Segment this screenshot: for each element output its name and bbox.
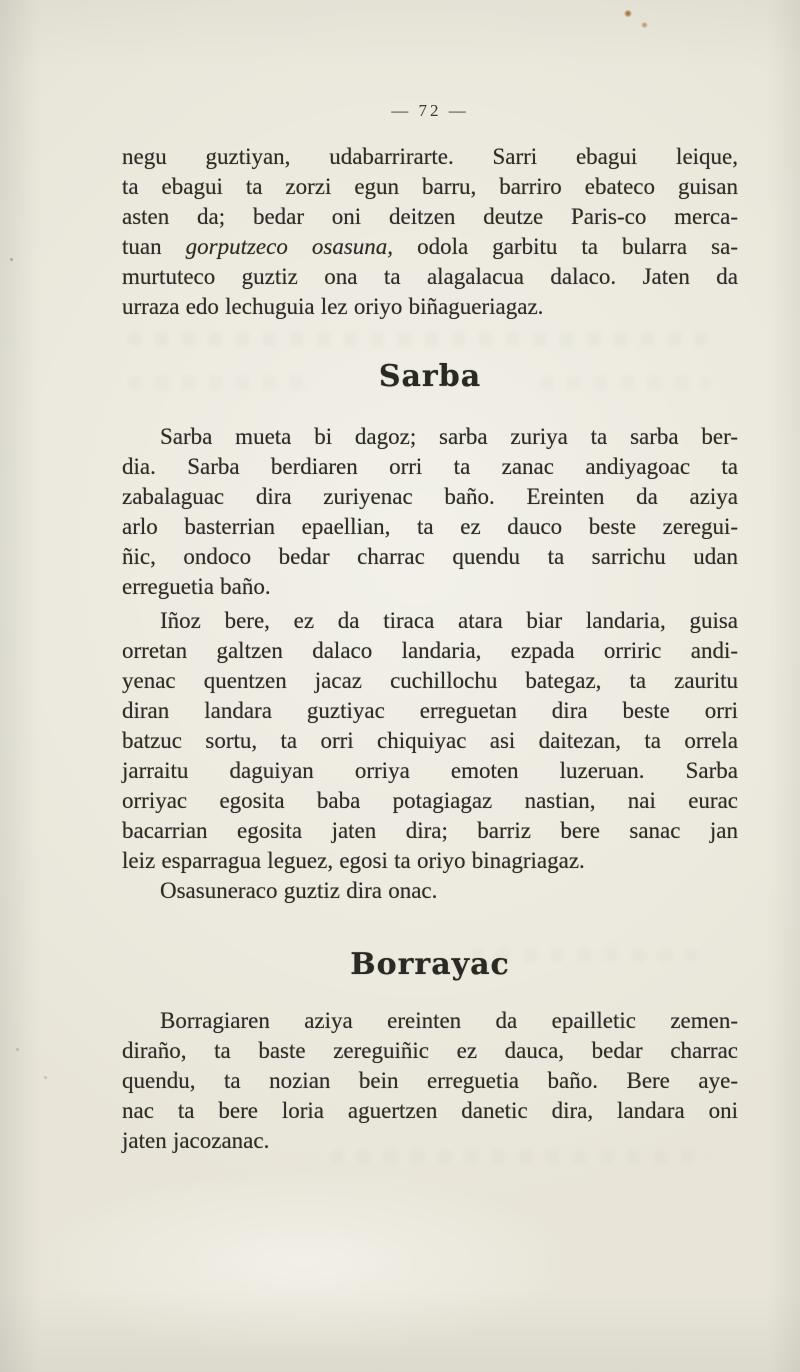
text-line: batzuc sortu, ta orri chiquiyac asi daitezan, ta orrela <box>122 728 738 753</box>
text-line: nac ta bere loria aguertzen danetic dira, landara oni <box>122 1098 738 1123</box>
section-heading-sarba: Sarba <box>378 359 482 394</box>
text-line: dia. Sarba berdiaren orri ta zanac andiyagoac ta <box>122 454 738 479</box>
text-line: diraño, ta baste zereguiñic ez dauca, bedar charrac <box>122 1038 738 1063</box>
text-line: quendu, ta nozian bein erreguetia baño. Bere aye- <box>122 1068 738 1093</box>
text-line: Borragiaren aziya ereinten da epailletic zemen- <box>160 1008 738 1033</box>
text-line: Iñoz bere, ez da tiraca atara biar landaria, guisa <box>160 608 738 633</box>
text-line-with-italic <box>122 232 738 262</box>
borrayac-paragraph-1 <box>122 1006 738 1156</box>
page-number: — 72 — <box>391 101 469 120</box>
text-line: orretan galtzen dalaco landaria, ezpada orriric andi- <box>122 638 738 663</box>
text-line: Osasuneraco guztiz dira onac. <box>160 878 438 903</box>
text-line: jarraitu daguiyan orriya emoten luzeruan. Sarba <box>122 758 738 783</box>
text-line: diran landara guztiyac erreguetan dira beste orri <box>122 698 738 723</box>
text-line: murtuteco guztiz ona ta alagalacua dalaco. Jaten da <box>122 264 738 289</box>
text-line: arlo basterrian epaellian, ta ez dauco beste zeregui- <box>122 514 738 539</box>
italic-phrase: gorputzeco osasuna, <box>185 234 394 259</box>
page-text-block <box>122 0 738 1156</box>
text-segment: odola garbitu ta bularra sa- <box>393 234 738 259</box>
paper-speck <box>10 258 13 261</box>
text-line: leiz esparragua leguez, egosi ta oriyo binagriagaz. <box>122 848 585 873</box>
text-line: jaten jacozanac. <box>122 1128 270 1153</box>
text-segment: tuan <box>122 234 186 259</box>
intro-paragraph <box>122 142 738 322</box>
sarba-paragraph-1 <box>122 422 738 602</box>
text-line: urraza edo lechuguia lez oriyo biñagueriagaz. <box>122 294 544 319</box>
paper-speck <box>16 1048 19 1051</box>
paper-speck <box>44 1076 47 1079</box>
sarba-paragraph-2 <box>122 606 738 876</box>
sarba-paragraph-3 <box>122 876 738 906</box>
section-heading-borrayac: Borrayac <box>350 947 510 982</box>
text-line: ta ebagui ta zorzi egun barru, barriro ebateco guisan <box>122 174 738 199</box>
text-line: yenac quentzen jacaz cuchillochu bategaz, ta zauritu <box>122 668 738 693</box>
text-line: negu guztiyan, udabarrirarte. Sarri ebagui leique, <box>122 144 738 169</box>
text-line: bacarrian egosita jaten dira; barriz bere sanac jan <box>122 818 738 843</box>
text-line: ñic, ondoco bedar charrac quendu ta sarrichu udan <box>122 544 738 569</box>
text-line: asten da; bedar oni deitzen deutze Paris-co merca- <box>122 204 738 229</box>
text-line: erreguetia baño. <box>122 574 271 599</box>
text-line: Sarba mueta bi dagoz; sarba zuriya ta sarba ber- <box>160 424 738 449</box>
text-line: orriyac egosita baba potagiagaz nastian, nai eurac <box>122 788 738 813</box>
text-line: zabalaguac dira zuriyenac baño. Ereinten da aziya <box>122 484 738 509</box>
